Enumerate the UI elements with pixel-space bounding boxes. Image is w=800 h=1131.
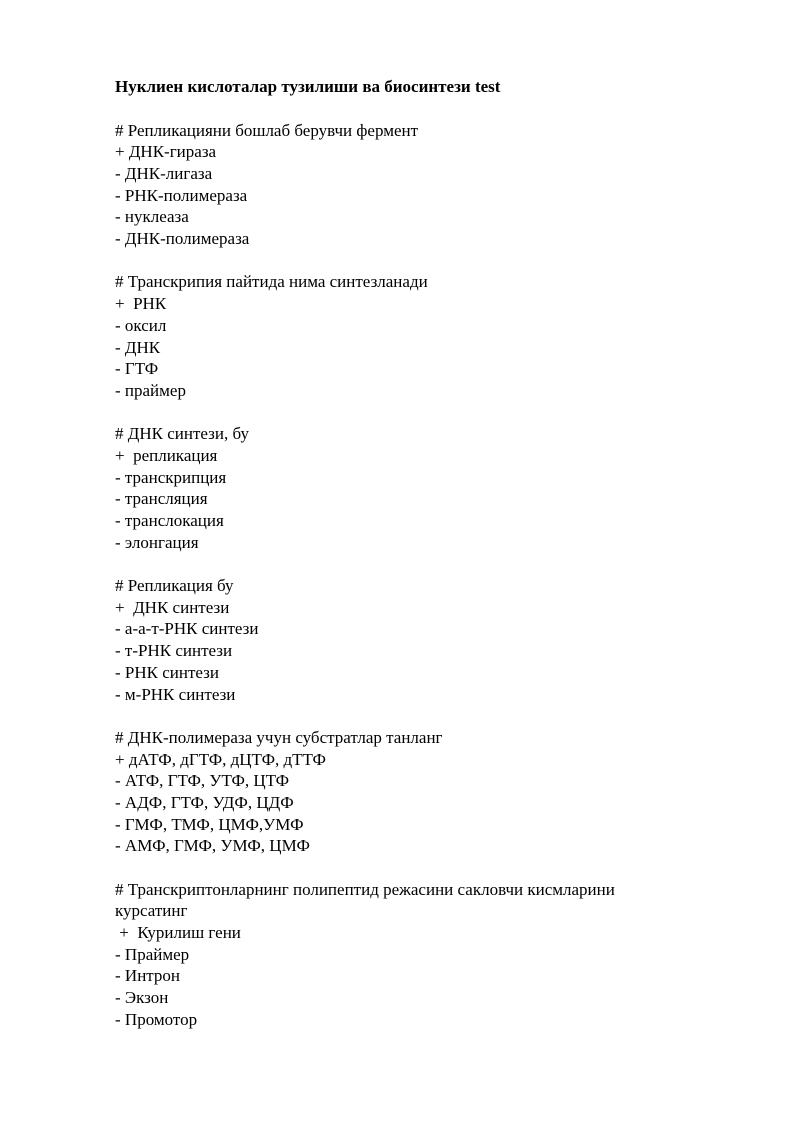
answer-option: - РНК синтези — [115, 662, 219, 682]
answer-option: - ДНК — [115, 337, 161, 357]
answer-option: - транслокация — [115, 511, 224, 531]
answer-option: - Промотор — [115, 1009, 198, 1029]
answer-option: - м-РНК синтези — [115, 684, 236, 704]
question-text: # Репликацияни бошлаб берувчи фермент — [115, 120, 419, 140]
answer-option: + репликация — [115, 445, 218, 465]
answer-option: - Интрон — [115, 966, 181, 986]
question-text: # ДНК синтези, бу — [115, 424, 249, 444]
answer-option: - транскрипция — [115, 467, 227, 487]
answer-option: - РНК-полимераза — [115, 185, 248, 205]
answer-option: - праймер — [115, 380, 186, 400]
question-block — [115, 879, 685, 1031]
answer-option: + ДНК-гираза — [115, 142, 217, 162]
question-block — [115, 271, 685, 401]
answer-option: + РНК — [115, 294, 167, 314]
question-block — [115, 120, 685, 250]
answer-option: - ДНК-лигаза — [115, 164, 213, 183]
question-block — [115, 727, 685, 857]
question-text: # Транскриптонларнинг полипептид режасини сакловчи кисмларини курсатинг — [115, 879, 615, 921]
answer-option: - АТФ, ГТФ, УТФ, ЦТФ — [115, 771, 290, 791]
answer-option: - ГМФ, ТМФ, ЦМФ,УМФ — [115, 814, 304, 834]
answer-option: + дАТФ, дГТФ, дЦТФ, дТТФ — [115, 749, 326, 769]
question-block — [115, 423, 685, 553]
question-block — [115, 575, 685, 705]
document-page — [115, 76, 685, 1052]
answer-option: - т-РНК синтези — [115, 641, 233, 661]
answer-option: - Экзон — [115, 988, 169, 1008]
answer-option: - оксил — [115, 315, 167, 335]
answer-option: - АДФ, ГТФ, УДФ, ЦДФ — [115, 792, 294, 812]
answer-option: - а-а-т-РНК синтези — [115, 619, 259, 639]
answer-option: - трансляция — [115, 489, 208, 509]
question-text: # Репликация бу — [115, 576, 234, 596]
answer-option: - ДНК-полимераза — [115, 229, 250, 249]
answer-option: - ГТФ — [115, 359, 159, 379]
question-text: # Транскрипия пайтида нима синтезланади — [115, 272, 428, 292]
answer-option: + Курилиш гени — [115, 923, 241, 943]
answer-option: - АМФ, ГМФ, УМФ, ЦМФ — [115, 836, 310, 856]
answer-option: - нуклеаза — [115, 207, 189, 227]
answer-option: - элонгация — [115, 532, 199, 552]
answer-option: - Праймер — [115, 944, 190, 964]
answer-option: + ДНК синтези — [115, 597, 230, 617]
question-text: # ДНК-полимераза учун субстратлар танланг — [115, 727, 443, 747]
title-spacer — [115, 98, 685, 120]
document-title: Нуклиен кислоталар тузилиши ва биосинтези test — [115, 77, 501, 96]
